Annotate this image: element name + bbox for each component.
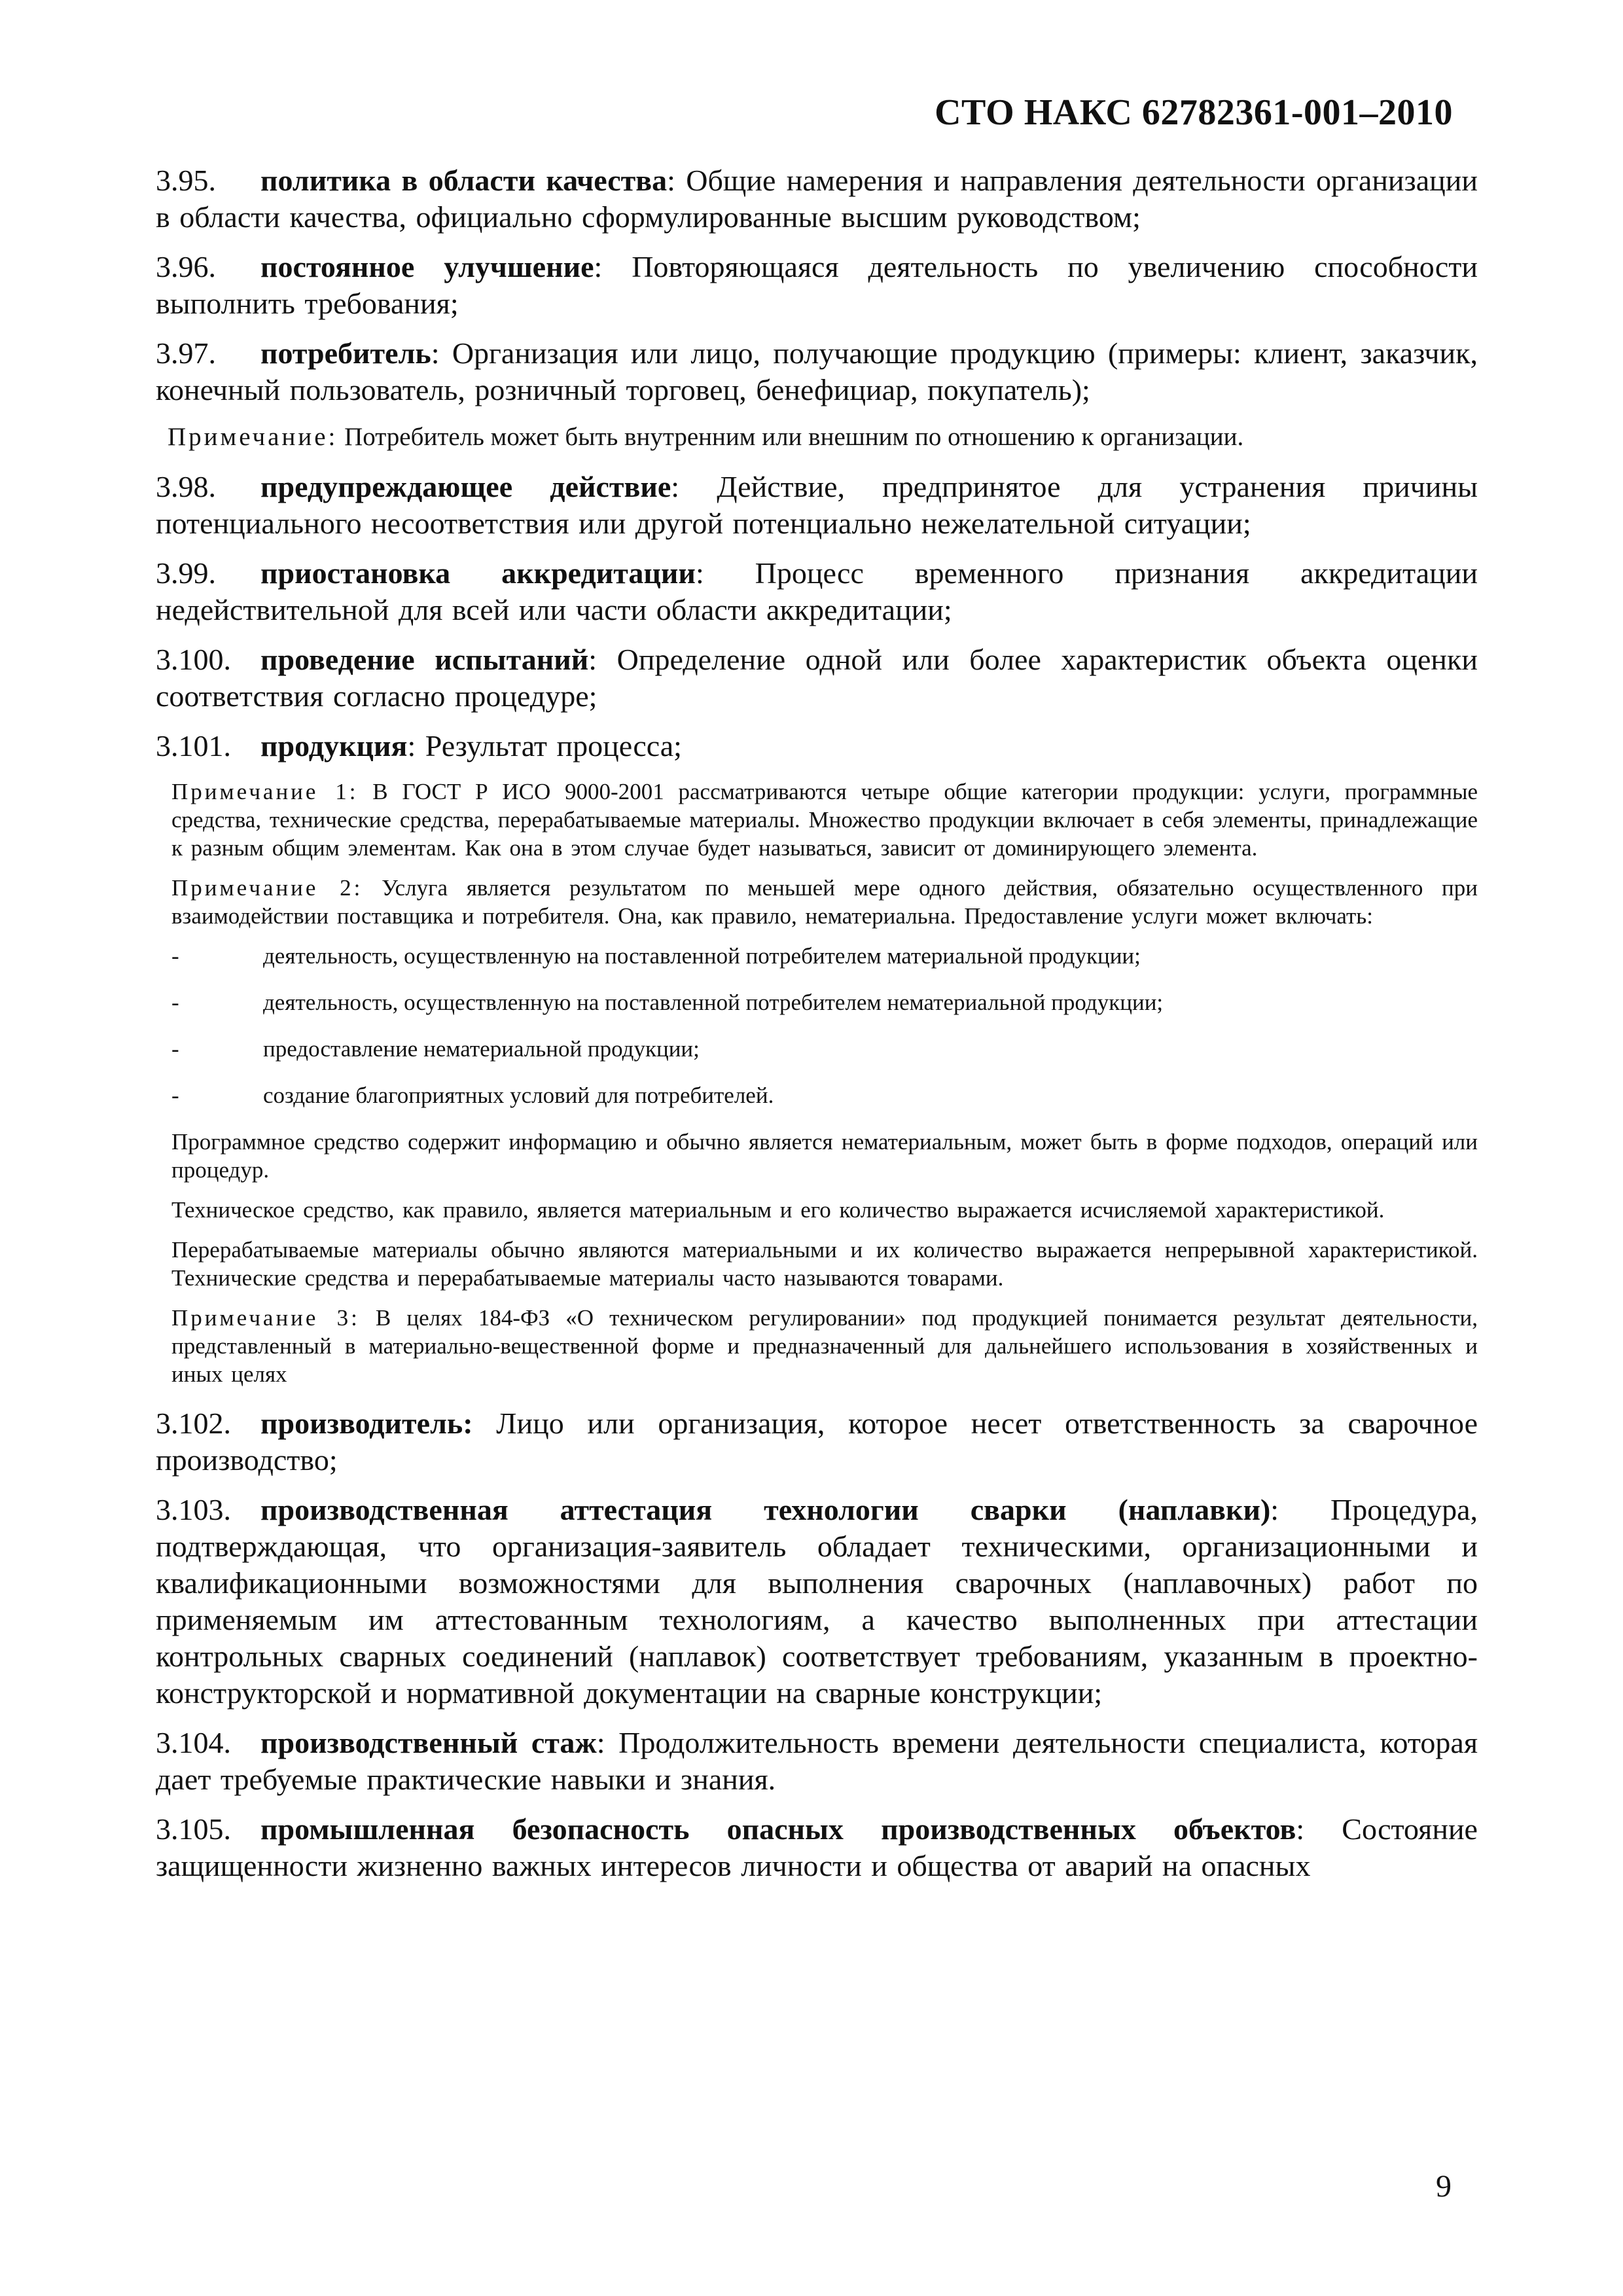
- definition-text: Продолжительность времени деятельности специалиста, которая дает требуемые практические навыки и знания.: [156, 1726, 1478, 1796]
- dash-bullet: -: [171, 990, 179, 1015]
- list-item: [171, 1081, 1478, 1109]
- note-3-97: [168, 422, 1478, 453]
- note-text: В ГОСТ Р ИСО 9000-2001 рассматриваются четыре общие категории продукции: услуги, программные средства, технические средства, перерабатываемые материалы. Множество продукции включает в себя элементы, принадлежащие к разным общим элементам. Как она в этом случае будет называться, зависит от доминирующего элемента.: [171, 779, 1478, 861]
- note-text: В целях 184-ФЗ «О техническом регулировании» под продукцией понимается результат деятельности, представленный в материально-вещественной форме и предназначенный для дальнейшего использования в хозяйственных и иных целях: [171, 1305, 1478, 1387]
- definition-3-96: [156, 249, 1478, 322]
- defined-term: проведение испытаний: [260, 643, 589, 676]
- definition-text: Определение одной или более характеристик объекта оценки соответствия согласно процедуре;: [156, 643, 1478, 713]
- definition-text: Результат процесса;: [416, 729, 682, 762]
- definition-text: Состояние защищенности жизненно важных интересов личности и общества от аварий на опасных: [156, 1812, 1478, 1882]
- note-text: Потребитель может быть внутренним или внешним по отношению к организации.: [338, 423, 1244, 451]
- clause-number: 3.104.: [156, 1726, 231, 1759]
- list-item: [171, 1035, 1478, 1063]
- document-code-header: СТО НАКС 62782361-001–2010: [935, 92, 1453, 133]
- note-label: Примечание 2:: [171, 875, 363, 901]
- note-label: Примечание 1:: [171, 779, 359, 804]
- definition-text: Процесс временного признания аккредитации недействительной для всей или части области аккредитации;: [156, 556, 1478, 626]
- definition-text: Процедура, подтверждающая, что организация-заявитель обладает техническими, организационными и квалификационными возможностями для выполнения сварочных (наплавочных) работ по применяемым им аттестованным технологиям, а качество выполненных при аттестации контрольных сварных соединений (наплавок) соответствует требованиям, указанным в проектно-конструкторской и нормативной документации на сварные конструкции;: [156, 1493, 1478, 1710]
- list-item: [171, 942, 1478, 970]
- defined-term: производственная аттестация технологии сварки (наплавки): [260, 1493, 1271, 1526]
- list-item-text: создание благоприятных условий для потребителей.: [263, 1083, 774, 1108]
- definition-3-95: [156, 162, 1478, 236]
- page-number: 9: [1436, 2169, 1452, 2204]
- clause-number: 3.97.: [156, 336, 216, 370]
- term-separator: :: [407, 729, 416, 762]
- term-separator: :: [594, 250, 603, 283]
- clause-number: 3.101.: [156, 729, 231, 762]
- clause-number: 3.95.: [156, 164, 216, 197]
- term-separator: :: [695, 556, 704, 590]
- note-paragraph-software: Программное средство содержит информацию и обычно является нематериальным, может быть в форме подходов, операций или процедур.: [171, 1129, 1478, 1183]
- note-paragraph-materials: Перерабатываемые материалы обычно являются материальными и их количество выражается непрерывной характеристикой. Технические средства и перерабатываемые материалы часто называются товарами.: [171, 1237, 1478, 1291]
- clause-number: 3.99.: [156, 556, 216, 590]
- defined-term: приостановка аккредитации: [260, 556, 696, 590]
- clause-number: 3.100.: [156, 643, 231, 676]
- definition-text: Действие, предпринятое для устранения причины потенциального несоответствия или другой потенциально нежелательной ситуации;: [156, 470, 1478, 540]
- defined-term: производитель:: [260, 1407, 473, 1440]
- term-separator: :: [1296, 1812, 1305, 1846]
- clause-number: 3.103.: [156, 1493, 231, 1526]
- clause-number: 3.102.: [156, 1407, 231, 1440]
- dash-bullet: -: [171, 943, 179, 969]
- definition-3-99: [156, 555, 1478, 628]
- dash-bullet: -: [171, 1083, 179, 1108]
- note-label: Примечание 3:: [171, 1305, 360, 1331]
- defined-term: предупреждающее действие: [260, 470, 671, 503]
- list-item: [171, 988, 1478, 1016]
- defined-term: производственный стаж: [260, 1726, 597, 1759]
- term-separator: :: [431, 336, 440, 370]
- list-item-text: деятельность, осуществленную на поставленной потребителем нематериальной продукции;: [263, 990, 1164, 1015]
- definition-text: Лицо или организация, которое несет ответственность за сварочное производство;: [156, 1407, 1478, 1477]
- document-body: [156, 162, 1478, 1897]
- defined-term: промышленная безопасность опасных производственных объектов: [260, 1812, 1296, 1846]
- definition-3-97: [156, 335, 1478, 408]
- note-text: Услуга является результатом по меньшей мере одного действия, обязательно осуществленного при взаимодействии поставщика и потребителя. Она, как правило, нематериальна. Предоставление услуги может включать:: [171, 875, 1478, 929]
- note-label: Примечание:: [168, 423, 338, 451]
- note-2-3-101: [171, 874, 1478, 930]
- definition-3-100: [156, 641, 1478, 715]
- note-1-3-101: [171, 778, 1478, 862]
- term-separator: :: [588, 643, 597, 676]
- definition-3-105: [156, 1811, 1478, 1884]
- dash-bullet: -: [171, 1036, 179, 1062]
- definition-3-104: [156, 1725, 1478, 1798]
- definition-3-98: [156, 469, 1478, 542]
- definition-3-101: [156, 728, 1478, 764]
- defined-term: политика в области качества: [260, 164, 668, 197]
- defined-term: продукция: [260, 729, 408, 762]
- list-item-text: деятельность, осуществленную на поставленной потребителем материальной продукции;: [263, 943, 1141, 969]
- definition-3-102: [156, 1405, 1478, 1479]
- note-3-3-101: [171, 1304, 1478, 1388]
- definition-text: Повторяющаяся деятельность по увеличению способности выполнить требования;: [156, 250, 1478, 320]
- definition-3-103: [156, 1492, 1478, 1712]
- defined-term: постоянное улучшение: [260, 250, 594, 283]
- definition-text: Организация или лицо, получающие продукцию (примеры: клиент, заказчик, конечный пользователь, розничный торговец, бенефициар, покупатель);: [156, 336, 1478, 406]
- clause-number: 3.105.: [156, 1812, 231, 1846]
- term-separator: :: [667, 164, 675, 197]
- note-paragraph-hardware: Техническое средство, как правило, является материальным и его количество выражается исчисляемой характеристикой.: [171, 1197, 1385, 1223]
- clause-number: 3.96.: [156, 250, 216, 283]
- clause-number: 3.98.: [156, 470, 216, 503]
- term-separator: :: [1270, 1493, 1279, 1526]
- defined-term: потребитель: [260, 336, 431, 370]
- term-separator: :: [596, 1726, 605, 1759]
- term-separator: :: [671, 470, 680, 503]
- definition-text: Общие намерения и направления деятельности организации в области качества, официально сформулированные высшим руководством;: [156, 164, 1478, 234]
- list-item-text: предоставление нематериальной продукции;: [263, 1036, 700, 1062]
